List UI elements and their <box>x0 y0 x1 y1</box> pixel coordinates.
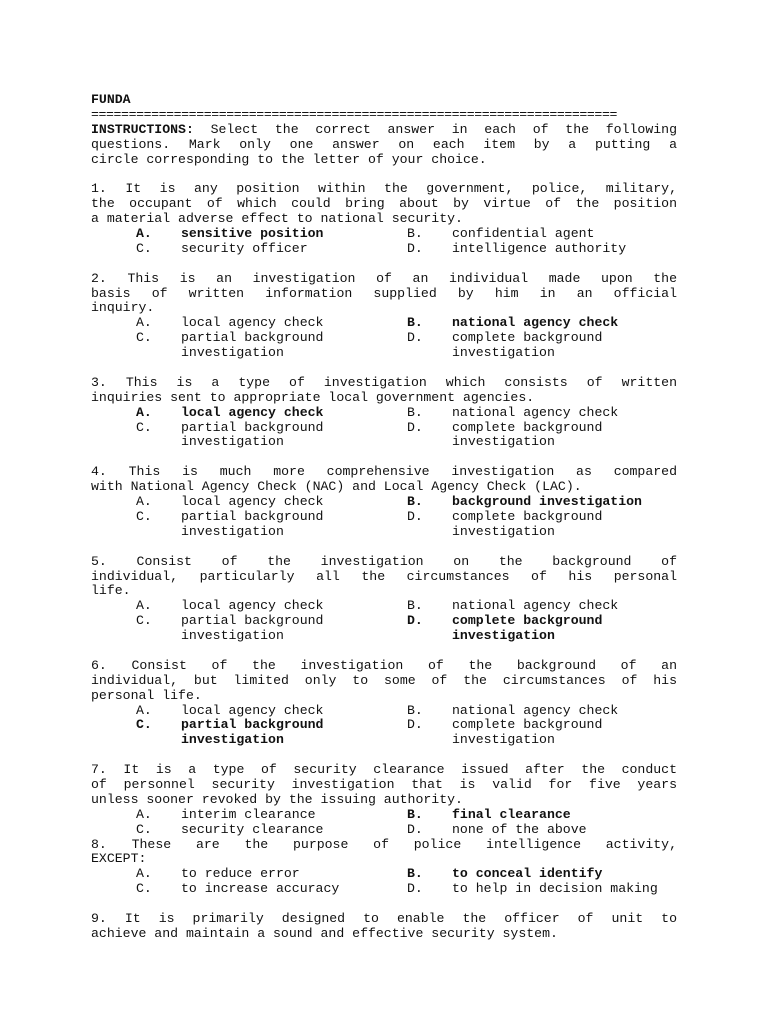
choice-row <box>91 867 681 882</box>
choice-row <box>91 718 681 733</box>
choice-option: investigation <box>181 628 284 644</box>
choice-row <box>91 435 681 450</box>
choice-option: investigation <box>452 434 555 450</box>
question-item <box>91 465 681 539</box>
choice-option: to conceal identify <box>452 866 603 882</box>
choice-option: investigation <box>181 732 284 748</box>
choice-option: investigation <box>181 434 284 450</box>
choice-letter: A. <box>136 598 152 614</box>
question-text-line: 3. This is a type of investigation which consists of written <box>91 374 677 390</box>
spacer <box>91 450 681 465</box>
choice-row <box>91 227 681 242</box>
choice-option: local agency check <box>181 494 324 510</box>
choice-letter: D. <box>407 821 423 837</box>
choice-option: confidential agent <box>452 226 595 242</box>
question-text-line: individual, particularly all the circumstances of his personal <box>91 568 677 584</box>
choice-row <box>91 510 681 525</box>
question-item <box>91 376 681 450</box>
choice-option: complete background <box>452 419 603 435</box>
question-item <box>91 272 681 361</box>
question-text-line: of personnel security investigation that is valid for five years <box>91 776 677 792</box>
choice-option: national agency check <box>452 404 619 420</box>
question-text-line: EXCEPT: <box>91 851 147 867</box>
question-text-line: with National Agency Check (NAC) and Local Agency Check (LAC). <box>91 479 582 495</box>
choice-option: complete background <box>452 717 603 733</box>
choice-letter: D. <box>407 613 423 629</box>
question-item <box>91 838 681 898</box>
choice-option: investigation <box>452 628 555 644</box>
choice-option: to reduce error <box>181 866 300 882</box>
question-item <box>91 763 681 837</box>
question-text-line: 1. It is any position within the government, police, military, <box>91 181 677 197</box>
choice-option: local agency check <box>181 598 324 614</box>
choice-option: partial background <box>181 330 324 346</box>
choice-row <box>91 599 681 614</box>
choice-row <box>91 808 681 823</box>
instructions-line-3: circle corresponding to the letter of your choice. <box>91 151 487 167</box>
choice-row <box>91 316 681 331</box>
choice-row <box>91 629 681 644</box>
document-title: FUNDA <box>91 92 131 107</box>
choice-letter: D. <box>407 717 423 733</box>
spacer <box>91 897 681 912</box>
question-text-line: individual, but limited only to some of the circumstances of his <box>91 672 677 688</box>
question-text-line: inquiry. <box>91 300 155 316</box>
choice-option: final clearance <box>452 806 571 822</box>
spacer <box>91 257 681 272</box>
choice-row <box>91 882 681 897</box>
question-text-line: 6. Consist of the investigation of the background of an <box>91 657 677 673</box>
choice-option: investigation <box>181 345 284 361</box>
choice-letter: D. <box>407 240 423 256</box>
instructions-text-1: Select the correct answer in each of the following <box>193 121 677 137</box>
choice-option: investigation <box>452 732 555 748</box>
choice-letter: A. <box>136 494 152 510</box>
choice-letter: A. <box>136 315 152 331</box>
choice-letter: A. <box>136 806 152 822</box>
instructions-line-2: questions. Mark only one answer on each item by a putting a <box>91 136 677 152</box>
choice-option: interim clearance <box>181 806 316 822</box>
choice-option: to help in decision making <box>452 881 658 897</box>
choice-letter: B. <box>407 598 423 614</box>
question-text-line: inquiries sent to appropriate local government agencies. <box>91 389 535 405</box>
choice-option: national agency check <box>452 598 619 614</box>
question-text-line: basis of written information supplied by him in an official <box>91 285 677 301</box>
spacer <box>91 540 681 555</box>
choice-letter: B. <box>407 702 423 718</box>
choice-letter: B. <box>407 404 423 420</box>
question-text-line: life. <box>91 583 131 599</box>
question-text-line: unless sooner revoked by the issuing authority. <box>91 791 463 807</box>
choice-option: national agency check <box>452 315 619 331</box>
choice-letter: C. <box>136 821 152 837</box>
questions-list <box>91 167 681 941</box>
spacer <box>91 167 681 182</box>
choice-option: local agency check <box>181 702 324 718</box>
choice-letter: C. <box>136 508 152 524</box>
question-item <box>91 912 681 942</box>
question-text-line: 4. This is much more comprehensive investigation as compared <box>91 464 677 480</box>
choice-option: security clearance <box>181 821 324 837</box>
choice-letter: A. <box>136 404 152 420</box>
choice-row <box>91 331 681 346</box>
instructions-label: INSTRUCTIONS: <box>91 121 194 137</box>
choice-letter: A. <box>136 866 152 882</box>
choice-row <box>91 421 681 436</box>
choice-letter: B. <box>407 494 423 510</box>
choice-letter: D. <box>407 881 423 897</box>
choice-option: complete background <box>452 330 603 346</box>
choice-letter: D. <box>407 508 423 524</box>
choice-letter: C. <box>136 330 152 346</box>
choice-letter: C. <box>136 881 152 897</box>
question-item <box>91 659 681 748</box>
choice-option: investigation <box>452 345 555 361</box>
choice-option: complete background <box>452 613 603 629</box>
question-item <box>91 555 681 644</box>
choice-option: security officer <box>181 240 308 256</box>
separator-rule: ====================================================================== <box>91 107 617 122</box>
choice-letter: B. <box>407 806 423 822</box>
choice-letter: B. <box>407 226 423 242</box>
choice-option: complete background <box>452 508 603 524</box>
choice-option: local agency check <box>181 404 324 420</box>
choice-letter: D. <box>407 330 423 346</box>
question-text-line: personal life. <box>91 687 202 703</box>
choice-option: investigation <box>452 523 555 539</box>
choice-option: national agency check <box>452 702 619 718</box>
choice-letter: A. <box>136 226 152 242</box>
choice-option: partial background <box>181 508 324 524</box>
instructions-line-1 <box>91 123 677 138</box>
question-item <box>91 182 681 256</box>
choice-row <box>91 406 681 421</box>
choice-letter: C. <box>136 419 152 435</box>
question-text-line: the occupant of which could bring about by virtue of the position <box>91 196 677 212</box>
choice-option: partial background <box>181 717 324 733</box>
question-text-line: 2. This is an investigation of an individual made upon the <box>91 270 677 286</box>
choice-option: intelligence authority <box>452 240 627 256</box>
spacer <box>91 748 681 763</box>
choice-letter: D. <box>407 419 423 435</box>
question-text-line: 9. It is primarily designed to enable the officer of unit to <box>91 910 677 926</box>
choice-row <box>91 704 681 719</box>
choice-row <box>91 495 681 510</box>
choice-option: to increase accuracy <box>181 881 340 897</box>
question-text-line: achieve and maintain a sound and effective security system. <box>91 925 558 941</box>
choice-row <box>91 346 681 361</box>
question-text-line: 7. It is a type of security clearance issued after the conduct <box>91 762 677 778</box>
choice-option: sensitive position <box>181 226 324 242</box>
choice-letter: B. <box>407 866 423 882</box>
choice-letter: B. <box>407 315 423 331</box>
choice-row <box>91 614 681 629</box>
choice-option: background investigation <box>452 494 642 510</box>
spacer <box>91 361 681 376</box>
choice-letter: C. <box>136 613 152 629</box>
choice-row <box>91 242 681 257</box>
question-text-line: 8. These are the purpose of police intelligence activity, <box>91 836 677 852</box>
choice-row <box>91 823 681 838</box>
choice-option: partial background <box>181 419 324 435</box>
spacer <box>91 644 681 659</box>
choice-letter: A. <box>136 702 152 718</box>
choice-option: partial background <box>181 613 324 629</box>
question-text-line: a material adverse effect to national security. <box>91 211 463 227</box>
choice-letter: C. <box>136 240 152 256</box>
choice-letter: C. <box>136 717 152 733</box>
question-text-line: 5. Consist of the investigation on the background of <box>91 553 677 569</box>
choice-option: investigation <box>181 523 284 539</box>
instructions-block <box>91 123 681 168</box>
choice-option: local agency check <box>181 315 324 331</box>
document-page <box>91 93 681 942</box>
choice-row <box>91 733 681 748</box>
choice-option: none of the above <box>452 821 587 837</box>
choice-row <box>91 525 681 540</box>
